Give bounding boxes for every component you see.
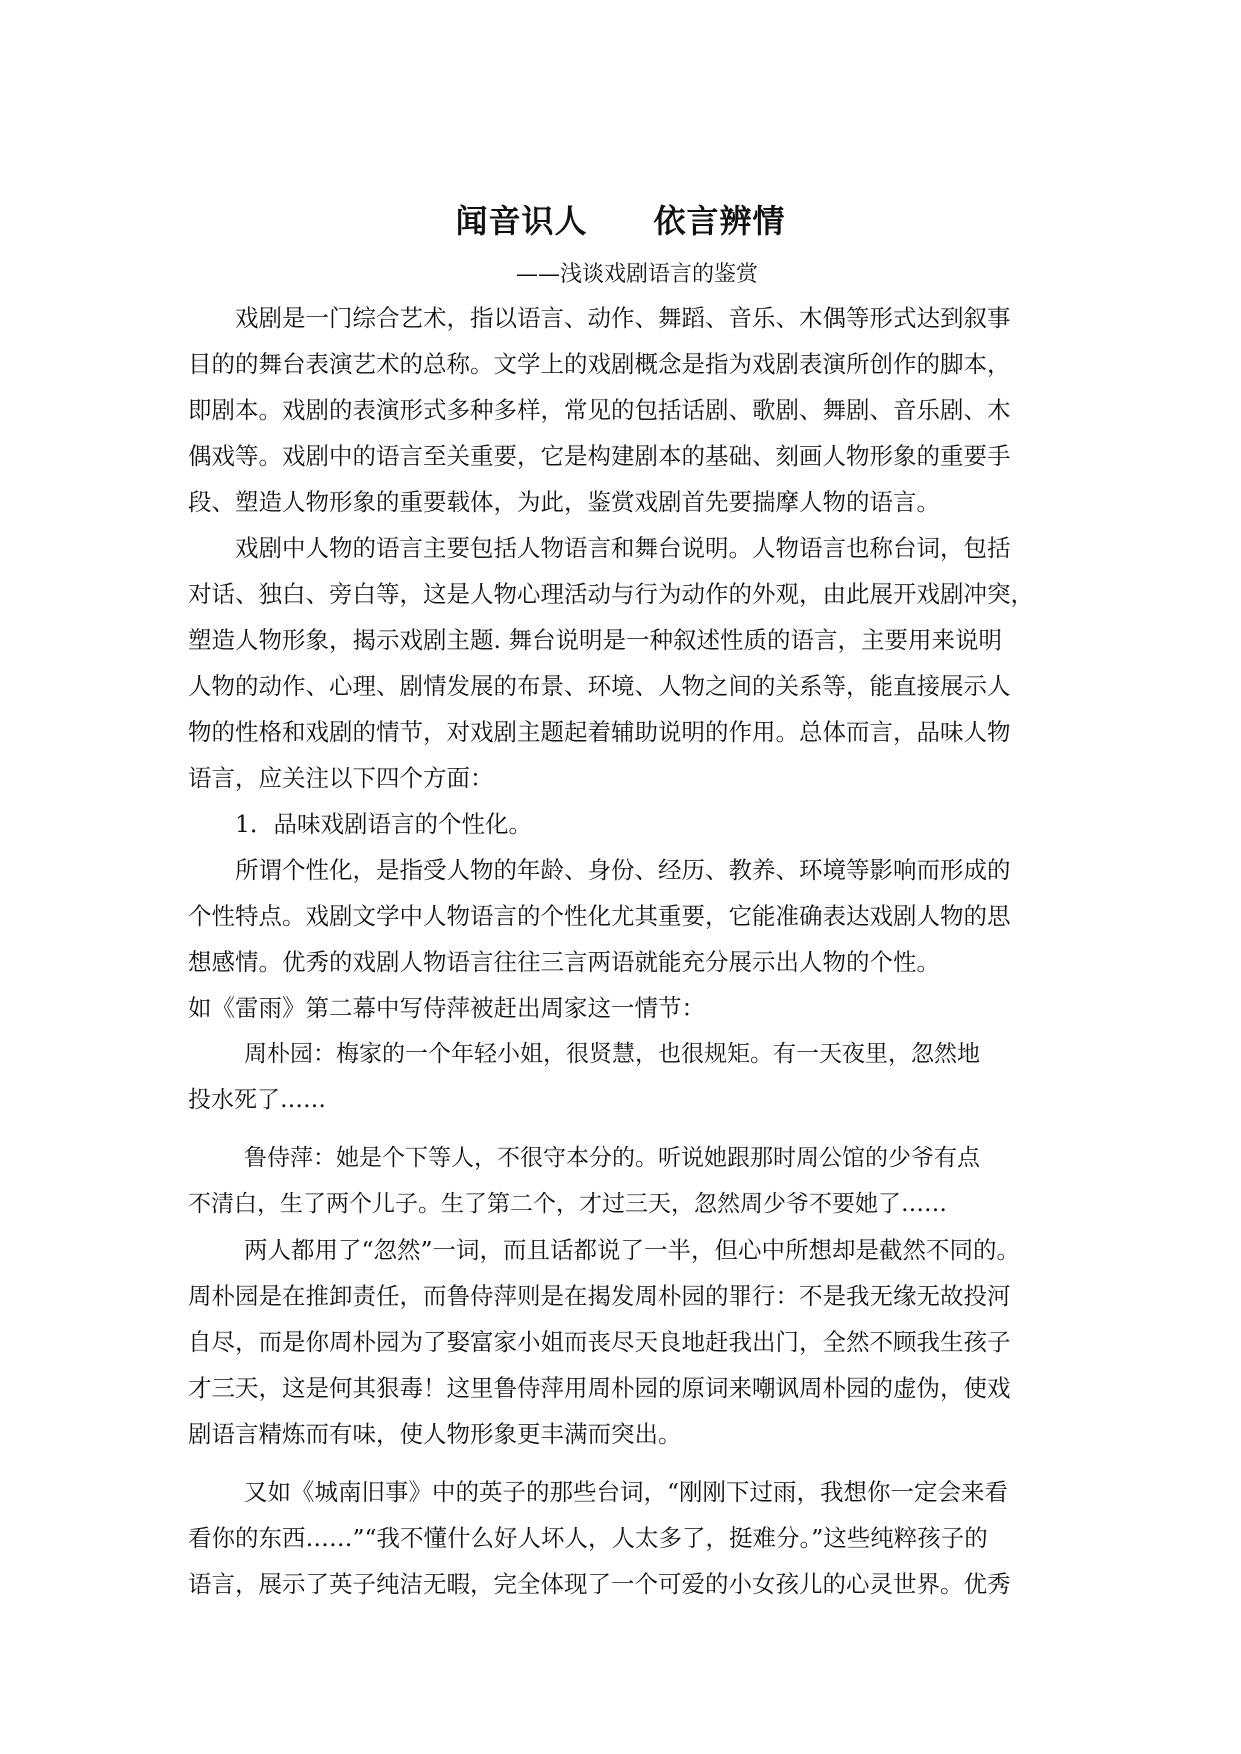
page-subtitle: ——浅谈戏剧语言的鉴赏 (516, 262, 759, 287)
paragraph-line: 剧语言精炼而有味，使人物形象更丰满而突出。 (188, 1420, 682, 1448)
paragraph-line: 人物的动作、心理、剧情发展的布景、环境、人物之间的关系等，能直接展示人 (188, 672, 1011, 700)
paragraph-line: 目的的舞台表演艺术的总称。文学上的戏剧概念是指为戏剧表演所创作的脚本， (188, 350, 1011, 378)
paragraph-line: 偶戏等。戏剧中的语言至关重要，它是构建剧本的基础、刻画人物形象的重要手 (188, 442, 1011, 470)
paragraph-line: 塑造人物形象，揭示戏剧主题. 舞台说明是一种叙述性质的语言，主要用来说明 (188, 626, 1002, 654)
paragraph-line: 又如《城南旧事》中的英子的那些台词，“刚刚下过雨，我想你一定会来看 (244, 1478, 1009, 1506)
script-line: 鲁侍萍：她是个下等人，不很守本分的。听说她跟那时周公馆的少爷有点 (244, 1145, 980, 1171)
paragraph-line: 戏剧是一门综合艺术，指以语言、动作、舞蹈、音乐、木偶等形式达到叙事 (235, 304, 1011, 332)
paragraph-line: 段、塑造人物形象的重要载体，为此，鉴赏戏剧首先要揣摩人物的语言。 (188, 488, 940, 516)
paragraph-line: 才三天，这是何其狠毒！这里鲁侍萍用周朴园的原词来嘲讽周朴园的虚伪，使戏 (188, 1374, 1011, 1402)
script-line: 不清白，生了两个儿子。生了第二个，才过三天，忽然周少爷不要她了…… (188, 1191, 947, 1217)
section-heading: 1．品味戏剧语言的个性化。 (235, 810, 532, 838)
paragraph-line: 个性特点。戏剧文学中人物语言的个性化尤其重要，它能准确表达戏剧人物的思 (188, 902, 1011, 930)
paragraph-line: 语言，展示了英子纯洁无暇，完全体现了一个可爱的小女孩儿的心灵世界。优秀 (188, 1570, 1011, 1598)
page-title: 闻音识人 依言辨情 (455, 202, 786, 240)
script-line: 投水死了…… (188, 1087, 326, 1113)
paragraph-line: 想感情。优秀的戏剧人物语言往往三言两语就能充分展示出人物的个性。 (188, 948, 940, 976)
paragraph-line: 对话、独白、旁白等，这是人物心理活动与行为动作的外观，由此展开戏剧冲突， (188, 580, 1034, 608)
article-body (188, 295, 1048, 1607)
paragraph-line: 所谓个性化，是指受人物的年龄、身份、经历、教养、环境等影响而形成的 (235, 856, 1011, 884)
paragraph-line: 语言，应关注以下四个方面： (188, 764, 494, 792)
paragraph-line: 戏剧中人物的语言主要包括人物语言和舞台说明。人物语言也称台词，包括 (235, 534, 1011, 562)
paragraph-line: 即剧本。戏剧的表演形式多种多样，常见的包括话剧、歌剧、舞剧、音乐剧、木 (188, 396, 1011, 424)
paragraph-line: 如《雷雨》第二幕中写侍萍被赶出周家这一情节： (188, 994, 705, 1022)
paragraph-line: 自尽，而是你周朴园为了娶富家小姐而丧尽天良地赶我出门，全然不顾我生孩子 (188, 1328, 1011, 1356)
paragraph-line: 物的性格和戏剧的情节，对戏剧主题起着辅助说明的作用。总体而言，品味人物 (188, 718, 1011, 746)
paragraph-line: 看你的东西……”“我不懂什么好人坏人，人太多了，挺难分。”这些纯粹孩子的 (188, 1524, 988, 1552)
script-line: 周朴园：梅家的一个年轻小姐，很贤慧，也很规矩。有一天夜里，忽然地 (244, 1041, 980, 1067)
paragraph-line: 两人都用了“忽然”一词，而且话都说了一半，但心中所想却是截然不同的。 (244, 1236, 1021, 1264)
paragraph-line: 周朴园是在推卸责任，而鲁侍萍则是在揭发周朴园的罪行：不是我无缘无故投河 (188, 1282, 1011, 1310)
